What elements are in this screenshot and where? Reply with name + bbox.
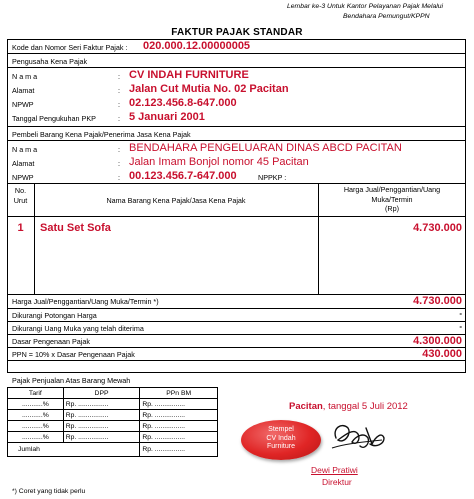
pengusaha-npwp-value: 02.123.456.8-647.000 [129, 97, 237, 109]
pengusaha-alamat-value: Jalan Cut Mutia No. 02 Pacitan [129, 83, 289, 95]
col-nama-header: Nama Barang Kena Pajak/Jasa Kena Pajak [106, 196, 246, 205]
col-no-header [7, 186, 34, 206]
col-harga-line3: (Rp) [385, 204, 399, 213]
item-row-nama: Satu Set Sofa [40, 222, 111, 234]
col-harga-line2: Muka/Termin [371, 194, 413, 204]
dpp-value: 4.300.000 [413, 335, 462, 347]
ppn-label: PPN = 10% x Dasar Pengenaan Pajak [12, 350, 135, 359]
col-no-line2: Urut [13, 196, 28, 205]
footnote: *) Coret yang tidak perlu [12, 488, 86, 495]
ppn-value: 430.000 [422, 348, 462, 360]
pembeli-nama-value: BENDAHARA PENGELUARAN DINAS ABCD PACITAN [129, 142, 402, 154]
signature-place: Pacitan [289, 401, 323, 412]
pengusaha-tanggal-value: 5 Januari 2001 [129, 111, 205, 123]
ppnbm-ppnbm-cell: Rp. ................ [140, 421, 218, 432]
pengusaha-nama-value: CV INDAH FURNITURE [129, 69, 249, 81]
ppnbm-header-row [8, 388, 218, 399]
item-row-no: 1 [17, 222, 24, 234]
signer-title: Direktur [322, 477, 352, 487]
ppnbm-row [8, 432, 218, 443]
col-harga-header [318, 185, 466, 214]
pengusaha-tanggal-colon: : [118, 114, 120, 123]
ppnbm-col-dpp: DPP [63, 388, 140, 399]
stamp-line2: CV Indah [266, 434, 296, 442]
harga-jual-value: 4.730.000 [413, 295, 462, 307]
ppnbm-tarif-cell: ...........% [8, 410, 64, 421]
ppnbm-section-label: Pajak Penjualan Atas Barang Mewah [12, 376, 131, 385]
ppnbm-row [8, 399, 218, 410]
pembeli-npwp-colon: : [118, 173, 120, 182]
ppnbm-ppnbm-cell: Rp. ................ [140, 410, 218, 421]
ppnbm-dpp-cell: Rp. ................ [63, 410, 140, 421]
uang-muka-label: Dikurangi Uang Muka yang telah diterima [12, 324, 144, 333]
pembeli-alamat-value: Jalan Imam Bonjol nomor 45 Pacitan [129, 156, 309, 168]
pembeli-npwp-value: 00.123.456.7-647.000 [129, 170, 237, 182]
pengusaha-alamat-label: Alamat [12, 86, 35, 95]
signature-place-date [289, 401, 408, 412]
dpp-label: Dasar Pengenaan Pajak [12, 337, 90, 346]
item-row-harga: 4.730.000 [413, 222, 462, 234]
kode-value: 020.000.12.00000005 [143, 40, 251, 52]
pembeli-alamat-label: Alamat [12, 159, 35, 168]
ppnbm-jumlah-label: Jumlah [8, 443, 140, 457]
pembeli-nama-colon: : [118, 145, 120, 154]
uang-muka-value: - [459, 322, 462, 331]
col-no-line1: No. [14, 186, 27, 195]
ppnbm-dpp-cell: Rp. ................ [63, 421, 140, 432]
ppnbm-jumlah-row [8, 443, 218, 457]
signature-date: 5 Juli 2012 [361, 401, 408, 412]
pembeli-npwp-label: NPWP [12, 173, 34, 182]
stamp-line3: Furniture [266, 443, 295, 450]
harga-jual-label: Harga Jual/Penggantian/Uang Muka/Termin *) [12, 297, 159, 306]
kode-label: Kode dan Nomor Seri Faktur Pajak : [12, 43, 128, 52]
ppnbm-tarif-cell: ...........% [8, 432, 64, 443]
ppnbm-ppnbm-cell: Rp. ................ [140, 399, 218, 410]
pengusaha-tanggal-label: Tanggal Pengukuhan PKP [12, 114, 96, 123]
ppnbm-dpp-cell: Rp. ................ [63, 399, 140, 410]
handwritten-signature [326, 414, 388, 456]
potongan-value: - [459, 309, 462, 318]
ppnbm-row [8, 410, 218, 421]
ppnbm-col-ppnbm: PPn BM [140, 388, 218, 399]
signature-tanggal-word: , tanggal [322, 401, 360, 412]
col-harga-line1: Harga Jual/Penggantian/Uang [343, 185, 441, 194]
ppnbm-tarif-cell: ...........% [8, 399, 64, 410]
pembeli-alamat-colon: : [118, 159, 120, 168]
ppnbm-dpp-cell: Rp. ................ [63, 432, 140, 443]
stamp-line1: Stempel [268, 426, 294, 433]
document-title: FAKTUR PAJAK STANDAR [171, 27, 303, 38]
pengusaha-npwp-label: NPWP [12, 100, 34, 109]
header-note-line1: Lembar ke-3 Untuk Kantor Pelayanan Pajak Melalui [287, 3, 444, 10]
pengusaha-npwp-colon: : [118, 100, 120, 109]
pembeli-nppkp-label: NPPKP : [258, 173, 287, 182]
ppnbm-col-tarif: Tarif [8, 388, 64, 399]
signer-name: Dewi Pratiwi [311, 465, 358, 475]
pengusaha-alamat-colon: : [118, 86, 120, 95]
pembeli-nama-label: N a m a [12, 145, 38, 154]
ppnbm-jumlah-value: Rp. ................ [140, 443, 218, 457]
header-note-line2: Bendahara Pemungut/KPPN [343, 13, 430, 20]
potongan-label: Dikurangi Potongan Harga [12, 311, 97, 320]
pembeli-section-label: Pembeli Barang Kena Pajak/Penerima Jasa Kena Pajak [12, 130, 191, 139]
pengusaha-section-label: Pengusaha Kena Pajak [12, 57, 88, 66]
ppnbm-row [8, 421, 218, 432]
company-stamp [241, 420, 321, 460]
ppnbm-table [7, 387, 218, 457]
pengusaha-nama-label: N a m a [12, 72, 38, 81]
pengusaha-nama-colon: : [118, 72, 120, 81]
ppnbm-ppnbm-cell: Rp. ................ [140, 432, 218, 443]
ppnbm-tarif-cell: ...........% [8, 421, 64, 432]
